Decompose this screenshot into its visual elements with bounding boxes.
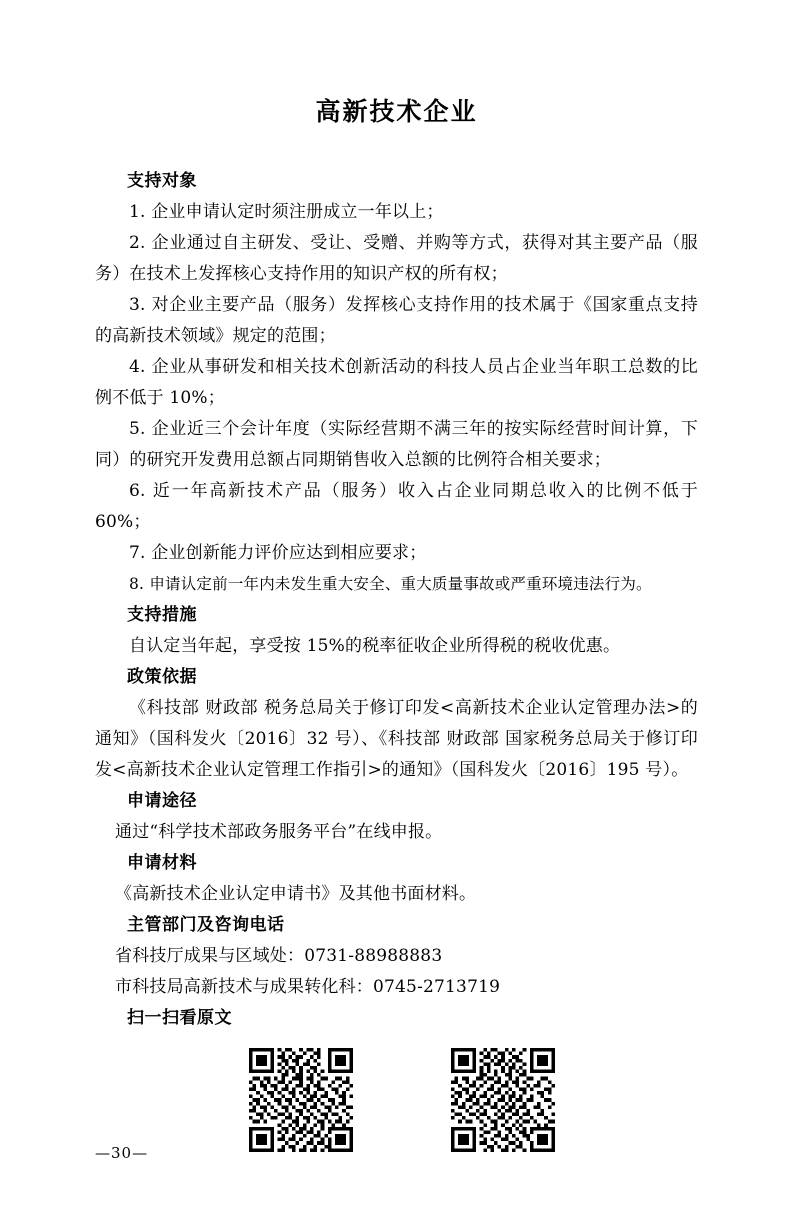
support-target-item-4: 4. 企业从事研发和相关技术创新活动的科技人员占企业当年职工总数的比例不低于 10%； [95,357,698,408]
page-title: 高新技术企业 [315,97,478,126]
application-materials-text: 《高新技术企业认定申请书》及其他书面材料。 [115,884,477,904]
support-target-item-5: 5. 企业近三个会计年度（实际经营期不满三年的按实际经营时间计算，下同）的研究开发费用总额占同期销售收入总额的比例符合相关要求； [95,419,698,470]
qr-code-group [95,1048,698,1152]
support-target-item-1: 1. 企业申请认定时须注册成立一年以上； [129,202,444,222]
support-target-item-7: 7. 企业创新能力评价应达到相应要求； [129,543,427,563]
document-body [95,166,698,1152]
support-target-item-6: 6. 近一年高新技术产品（服务）收入占企业同期总收入的比例不低于 60%； [95,481,698,532]
section-heading-support-target: 支持对象 [127,171,197,191]
section-heading-application-channel: 申请途径 [127,791,197,811]
authority-contact-line-2: 市科技局高新技术与成果转化科：0745-2713719 [115,977,501,997]
qr-code-right[interactable] [451,1048,555,1152]
authority-contact-line-1: 省科技厅成果与区域处：0731-88988883 [115,946,443,966]
support-target-item-2: 2. 企业通过自主研发、受让、受赠、并购等方式，获得对其主要产品（服务）在技术上发挥核心支持作用的知识产权的所有权； [95,233,698,284]
section-heading-authority-contact: 主管部门及咨询电话 [127,915,285,935]
section-heading-policy-basis: 政策依据 [127,667,197,687]
section-heading-application-materials: 申请材料 [127,853,197,873]
section-heading-scan-original: 扫一扫看原文 [127,1008,232,1028]
support-target-item-3: 3. 对企业主要产品（服务）发挥核心支持作用的技术属于《国家重点支持的高新技术领域》规定的范围； [95,295,698,346]
application-channel-text: 通过“科学技术部政务服务平台”在线申报。 [115,822,443,842]
support-measures-text: 自认定当年起，享受按 15%的税率征收企业所得税的税收优惠。 [129,636,621,656]
qr-code-left[interactable] [249,1048,353,1152]
policy-basis-text: 《科技部 财政部 税务总局关于修订印发<高新技术企业认定管理办法>的通知》（国科发火〔2016〕32 号）、《科技部 财政部 国家税务总局关于修订印发<高新技术企业认定管理工作指引>的通知》（国科发火〔2016〕195 号）。 [95,698,698,780]
section-heading-support-measures: 支持措施 [127,605,197,625]
document-page [0,92,793,1214]
page-number: —30— [95,1144,149,1162]
support-target-item-8: 8. 申请认定前一年内未发生重大安全、重大质量事故或严重环境违法行为。 [129,575,652,593]
